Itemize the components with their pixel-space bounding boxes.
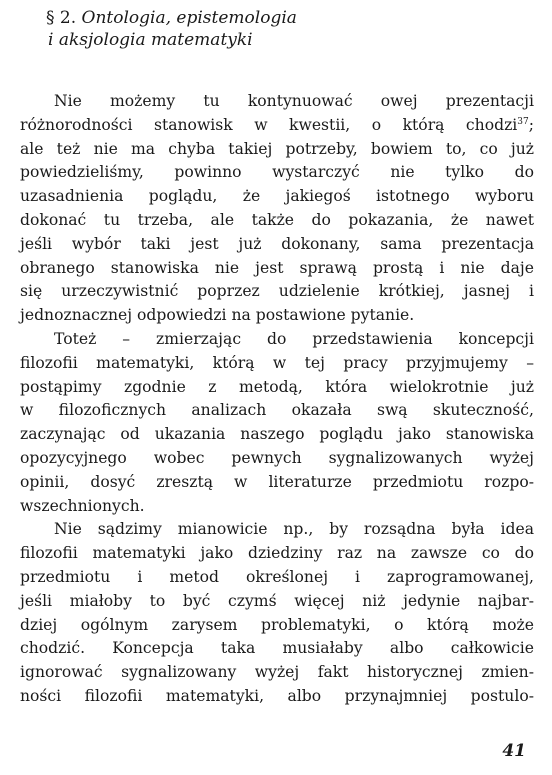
text-line-content: wszechnionych.	[20, 496, 145, 515]
text-line-content: obranego stanowiska nie jest sprawą prostą i nie daje	[20, 258, 534, 277]
text-line-content: dokonać tu trzeba, ale także do pokazania, że nawet	[20, 210, 534, 229]
text-line-content: chodzić. Koncepcja taka musiałaby albo całkowicie	[20, 639, 534, 658]
text-line-content: jeśli miałoby to być czymś więcej niż jedynie najbar-	[20, 591, 534, 610]
text-line-content: różnorodności stanowisk w kwestii, o którą chodzi	[20, 115, 518, 134]
text-line-content: w filozoficznych analizach okazała swą skuteczność,	[20, 401, 534, 420]
text-line-tail: ;	[528, 115, 534, 134]
text-line-content: dziej ogólnym zarysem problematyki, o którą może	[20, 615, 534, 634]
text-line-content: postąpimy zgodnie z metodą, która wielokrotnie już	[20, 377, 534, 396]
text-line	[20, 376, 534, 400]
text-line	[20, 614, 534, 638]
text-line-content: ale też nie ma chyba takiej potrzeby, bowiem to, co już	[20, 139, 534, 158]
section-title-line2: i aksjologia matematyki	[48, 30, 253, 50]
text-line-content: jeśli wybór taki jest już dokonany, sama prezentacja	[20, 234, 534, 253]
text-line-content: filozofii matematyki jako dziedziny raz na zawsze co do	[20, 544, 534, 563]
page-number: 41	[502, 741, 526, 761]
text-line	[20, 257, 534, 281]
text-line	[20, 304, 534, 328]
text-line-content: ności filozofii matematyki, albo przynajmniej postulo-	[20, 686, 534, 705]
text-line	[20, 685, 534, 709]
text-line	[20, 637, 534, 661]
text-line-content: powiedzieliśmy, powinno wystarczyć nie tylko do	[20, 163, 534, 182]
text-line	[20, 90, 534, 114]
text-line	[20, 590, 534, 614]
section-number: § 2.	[46, 8, 77, 28]
text-line	[20, 233, 534, 257]
text-line	[20, 447, 534, 471]
text-line-content: uzasadnienia poglądu, że jakiegoś istotnego wyboru	[20, 187, 534, 206]
text-line-content: Nie sądzimy mianowicie np., by rozsądna była idea	[54, 520, 534, 539]
text-line	[20, 161, 534, 185]
body-text	[20, 90, 534, 709]
text-line	[20, 661, 534, 685]
text-line-content: filozofii matematyki, którą w tej pracy przyjmujemy –	[20, 353, 534, 372]
text-line	[20, 495, 534, 519]
text-line	[20, 542, 534, 566]
text-line-content: przedmiotu i metod określonej i zaprogramowanej,	[20, 567, 534, 586]
text-line-content: zaczynając od ukazania naszego poglądu jako stanowiska	[20, 425, 534, 444]
text-line	[20, 352, 534, 376]
text-line	[20, 423, 534, 447]
text-line-content: jednoznacznej odpowiedzi na postawione pytanie.	[20, 306, 415, 325]
text-line	[20, 328, 534, 352]
text-line	[20, 471, 534, 495]
text-line-content: opinii, dosyć zresztą w literaturze przedmiotu rozpo-	[20, 472, 534, 491]
text-line	[20, 209, 534, 233]
text-line	[20, 114, 534, 138]
section-heading	[46, 7, 297, 51]
text-line	[20, 399, 534, 423]
text-line-content: Toteż – zmierzając do przedstawienia koncepcji	[54, 329, 534, 348]
text-line-content: się urzeczywistnić poprzez udzielenie krótkiej, jasnej i	[20, 282, 534, 301]
text-line	[20, 280, 534, 304]
footnote-reference: 37	[517, 116, 529, 127]
text-line	[20, 138, 534, 162]
section-title-line1: Ontologia, epistemologia	[81, 8, 297, 28]
text-line-content: opozycyjnego wobec pewnych sygnalizowanych wyżej	[20, 448, 534, 467]
text-line	[20, 185, 534, 209]
text-line	[20, 566, 534, 590]
text-line-content: ignorować sygnalizowany wyżej fakt historycznej zmien-	[20, 663, 534, 682]
text-line	[20, 518, 534, 542]
text-line-content: Nie możemy tu kontynuować owej prezentacji	[54, 92, 534, 110]
